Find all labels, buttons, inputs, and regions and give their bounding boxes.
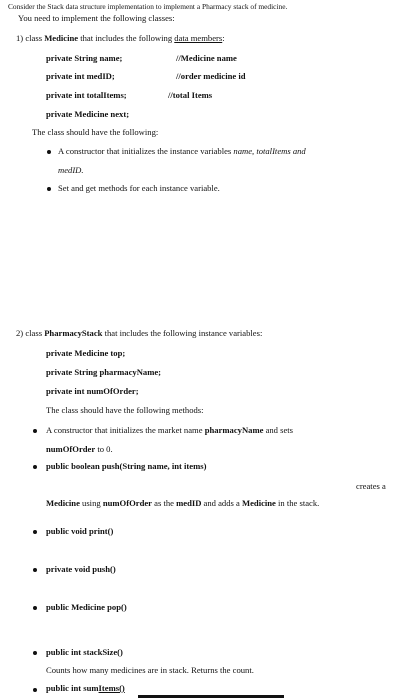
- section-1-following: The class should have the following:: [32, 127, 159, 137]
- sum-items-prefix: public int sum: [46, 683, 99, 693]
- member-name-comment: //Medicine name: [176, 53, 237, 63]
- var-top: private Medicine top;: [46, 348, 126, 358]
- bullet-icon: [33, 465, 37, 469]
- bullet-icon: [33, 530, 37, 534]
- push-desc-num-of-order: numOfOrder: [102, 498, 152, 508]
- stack-size-method: public int stackSize(): [46, 647, 123, 657]
- section-2-intro-rest: that includes the following instance variables:: [102, 328, 263, 338]
- section-2-class-prefix: class: [25, 328, 45, 338]
- member-totalitems-comment: //total Items: [168, 90, 213, 100]
- constructor-vars: name, totalItems and: [233, 146, 306, 156]
- data-members-link: data members: [174, 33, 223, 43]
- bullet-icon: [33, 606, 37, 610]
- push-desc-text: and adds a: [201, 498, 242, 508]
- medicine-class-name: Medicine: [44, 33, 79, 43]
- push-desc-text: using: [79, 498, 103, 508]
- ctor-line-2: [46, 444, 113, 454]
- constructor-bullet-line-2: medID.: [58, 165, 84, 175]
- sum-items-underlined: Items(): [98, 683, 125, 693]
- bullet-icon: [47, 150, 51, 154]
- section-1-number: 1): [16, 33, 24, 43]
- push-signature: public boolean push(String name, int items): [46, 461, 207, 471]
- intro-line-1: Consider the Stack data structure implementation to implement a Pharmacy stack of medicine.: [8, 2, 288, 11]
- underline-rule: [138, 695, 284, 698]
- ctor-line-2-tail: to 0.: [95, 444, 113, 454]
- bullet-icon: [33, 429, 37, 433]
- ctor-pharmacy-name: pharmacyName: [204, 425, 264, 435]
- push-creates: creates a: [356, 481, 386, 491]
- member-medid-decl: private int medID;: [46, 71, 115, 81]
- push-desc-medicine: Medicine: [46, 498, 80, 508]
- bullet-icon: [47, 187, 51, 191]
- member-name-decl: private String name;: [46, 53, 123, 63]
- pop-method: public Medicine pop(): [46, 602, 127, 612]
- push-desc-medid: medID: [176, 498, 202, 508]
- push-desc-medicine-2: Medicine: [241, 498, 276, 508]
- bullet-icon: [33, 688, 37, 692]
- var-pharmacy-name: private String pharmacyName;: [46, 367, 162, 377]
- private-push-method: private void push(): [46, 564, 116, 574]
- stack-size-description: Counts how many medicines are in stack. Returns the count.: [46, 665, 254, 675]
- ctor-text: A constructor that initializes the market name: [46, 425, 205, 435]
- push-description: [46, 498, 319, 508]
- section-1-intro-rest: that includes the following: [78, 33, 175, 43]
- section-2-heading: [16, 328, 262, 338]
- ctor-num-of-order: numOfOrder: [46, 444, 96, 454]
- methods-intro: The class should have the following methods:: [46, 405, 204, 415]
- member-totalitems-decl: private int totalItems;: [46, 90, 127, 100]
- var-num-of-order: private int numOfOrder;: [46, 386, 139, 396]
- member-next-decl: private Medicine next;: [46, 109, 130, 119]
- constructor-bullet-line-1: [58, 146, 306, 156]
- section-2-number: 2): [16, 328, 24, 338]
- section-1-heading: [16, 33, 225, 43]
- set-get-bullet: Set and get methods for each instance variable.: [58, 183, 220, 193]
- member-medid-comment: //order medicine id: [176, 71, 246, 81]
- constructor-text: A constructor that initializes the instance variables: [58, 146, 234, 156]
- print-method: public void print(): [46, 526, 114, 536]
- push-desc-text: as the: [151, 498, 177, 508]
- ctor-tail: and sets: [263, 425, 294, 435]
- sum-items-method: [46, 683, 125, 693]
- pharmacystack-class-name: PharmacyStack: [44, 328, 103, 338]
- push-desc-text: in the stack.: [275, 498, 320, 508]
- intro-line-2: You need to implement the following classes:: [18, 13, 175, 23]
- section-1-intro-tail: :: [222, 33, 225, 43]
- section-1-class-prefix: class: [25, 33, 45, 43]
- bullet-icon: [33, 568, 37, 572]
- ctor-line-1: [46, 425, 293, 435]
- bullet-icon: [33, 651, 37, 655]
